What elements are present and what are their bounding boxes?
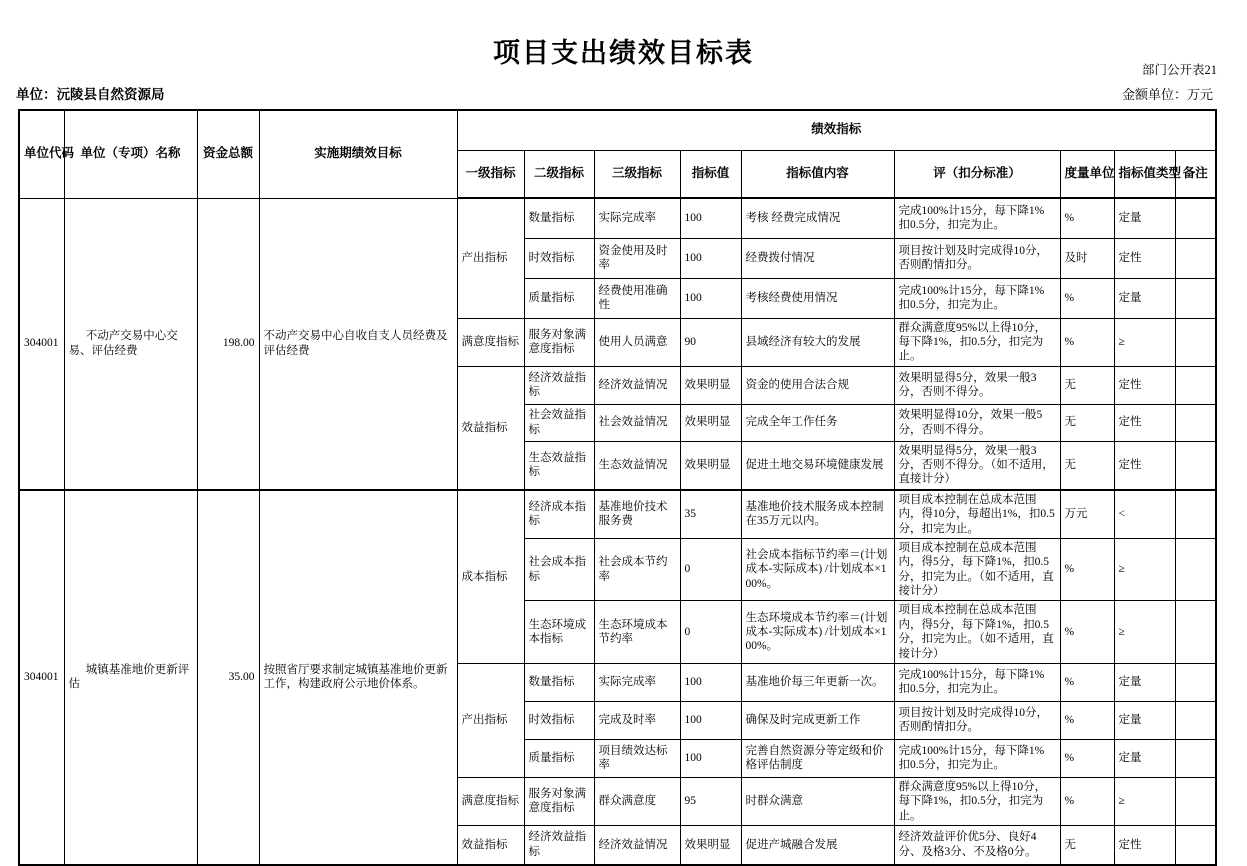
cell-l3-indicator: 经费使用准确性 xyxy=(594,278,680,318)
cell-value-type: ≥ xyxy=(1114,318,1175,366)
cell-unit: 无 xyxy=(1060,404,1114,441)
cell-l2-indicator: 经济成本指标 xyxy=(524,490,594,539)
cell-unit: 无 xyxy=(1060,826,1114,865)
cell-project-amount: 198.00 xyxy=(197,198,259,490)
cell-value: 0 xyxy=(680,538,741,601)
cell-l3-indicator: 项目绩效达标率 xyxy=(594,739,680,777)
cell-l2-indicator: 经济效益指标 xyxy=(524,366,594,404)
cell-value: 效果明显 xyxy=(680,366,741,404)
cell-value: 100 xyxy=(680,238,741,278)
cell-content: 基准地价技术服务成本控制在35万元以内。 xyxy=(741,490,894,539)
cell-content: 县域经济有较大的发展 xyxy=(741,318,894,366)
cell-l2-indicator: 数量指标 xyxy=(524,663,594,701)
cell-l2-indicator: 社会成本指标 xyxy=(524,538,594,601)
cell-note xyxy=(1175,663,1216,701)
cell-criteria: 效果明显得10分，效果一般5分，否则不得分。 xyxy=(894,404,1060,441)
col-header-unit: 度量单位 xyxy=(1060,150,1114,198)
cell-l2-indicator: 服务对象满意度指标 xyxy=(524,318,594,366)
cell-content: 经费拨付情况 xyxy=(741,238,894,278)
cell-value: 效果明显 xyxy=(680,404,741,441)
cell-l3-indicator: 使用人员满意 xyxy=(594,318,680,366)
page-title: 项目支出绩效目标表 xyxy=(493,38,754,68)
cell-value-type: 定性 xyxy=(1114,238,1175,278)
cell-criteria: 项目按计划及时完成得10分，否则酌情扣分。 xyxy=(894,701,1060,739)
cell-l3-indicator: 社会效益情况 xyxy=(594,404,680,441)
cell-value: 90 xyxy=(680,318,741,366)
cell-value-type: < xyxy=(1114,490,1175,539)
cell-project-code: 304001 xyxy=(19,198,64,490)
cell-note xyxy=(1175,278,1216,318)
cell-content: 考核经费使用情况 xyxy=(741,278,894,318)
cell-content: 完成全年工作任务 xyxy=(741,404,894,441)
cell-value-type: 定性 xyxy=(1114,441,1175,490)
cell-value-type: 定量 xyxy=(1114,663,1175,701)
col-header-l2: 二级指标 xyxy=(524,150,594,198)
cell-l3-indicator: 基准地价技术服务费 xyxy=(594,490,680,539)
cell-value-type: 定性 xyxy=(1114,404,1175,441)
cell-l3-indicator: 生态效益情况 xyxy=(594,441,680,490)
cell-l2-indicator: 质量指标 xyxy=(524,278,594,318)
cell-content: 促进土地交易环境健康发展 xyxy=(741,441,894,490)
cell-value: 100 xyxy=(680,701,741,739)
cell-value-type: 定量 xyxy=(1114,198,1175,238)
cell-note xyxy=(1175,238,1216,278)
cell-l2-indicator: 经济效益指标 xyxy=(524,826,594,865)
cell-l2-indicator: 时效指标 xyxy=(524,701,594,739)
table-row xyxy=(19,198,1216,238)
cell-criteria: 完成100%计15分，每下降1%扣0.5分，扣完为止。 xyxy=(894,739,1060,777)
cell-l2-indicator: 服务对象满意度指标 xyxy=(524,777,594,825)
cell-l2-indicator: 质量指标 xyxy=(524,739,594,777)
cell-criteria: 经济效益评价优5分、良好4分、及格3分、不及格0分。 xyxy=(894,826,1060,865)
cell-value: 效果明显 xyxy=(680,441,741,490)
cell-unit: % xyxy=(1060,777,1114,825)
col-header-perf-group: 绩效指标 xyxy=(457,110,1216,150)
cell-content: 资金的使用合法合规 xyxy=(741,366,894,404)
cell-l2-indicator: 时效指标 xyxy=(524,238,594,278)
cell-criteria: 完成100%计15分，每下降1%扣0.5分，扣完为止。 xyxy=(894,278,1060,318)
cell-project-code: 304001 xyxy=(19,490,64,865)
cell-value-type: 定性 xyxy=(1114,366,1175,404)
cell-content: 社会成本指标节约率＝(计划成本-实际成本) /计划成本×100%。 xyxy=(741,538,894,601)
col-header-goal: 实施期绩效目标 xyxy=(259,110,457,198)
cell-l1-indicator: 成本指标 xyxy=(457,490,524,664)
col-header-criteria: 评（扣分标准） xyxy=(894,150,1060,198)
table-row xyxy=(19,490,1216,539)
performance-target-table xyxy=(18,109,1217,866)
meta-row xyxy=(16,83,1213,103)
cell-l3-indicator: 实际完成率 xyxy=(594,198,680,238)
cell-l2-indicator: 生态效益指标 xyxy=(524,441,594,490)
cell-project-amount: 35.00 xyxy=(197,490,259,865)
cell-criteria: 项目成本控制在总成本范围内，得5分，每下降1%，扣0.5分，扣完为止。（如不适用，直接计分） xyxy=(894,538,1060,601)
col-header-value: 指标值 xyxy=(680,150,741,198)
cell-note xyxy=(1175,826,1216,865)
cell-note xyxy=(1175,318,1216,366)
cell-unit: % xyxy=(1060,538,1114,601)
doc-number: 部门公开表21 xyxy=(1141,63,1217,77)
cell-l3-indicator: 社会成本节约率 xyxy=(594,538,680,601)
cell-note xyxy=(1175,404,1216,441)
cell-note xyxy=(1175,441,1216,490)
col-header-l1: 一级指标 xyxy=(457,150,524,198)
cell-value-type: 定量 xyxy=(1114,739,1175,777)
cell-criteria: 项目成本控制在总成本范围内，得5分，每下降1%，扣0.5分，扣完为止。（如不适用，直接计分） xyxy=(894,601,1060,664)
cell-value-type: 定量 xyxy=(1114,278,1175,318)
cell-criteria: 群众满意度95%以上得10分，每下降1%，扣0.5分，扣完为止。 xyxy=(894,318,1060,366)
cell-note xyxy=(1175,701,1216,739)
cell-l2-indicator: 生态环境成本指标 xyxy=(524,601,594,664)
col-header-name: 单位（专项）名称 xyxy=(64,110,197,198)
cell-value-type: ≥ xyxy=(1114,538,1175,601)
cell-unit: 及时 xyxy=(1060,238,1114,278)
cell-value: 100 xyxy=(680,739,741,777)
cell-value: 95 xyxy=(680,777,741,825)
cell-unit: 无 xyxy=(1060,441,1114,490)
cell-note xyxy=(1175,601,1216,664)
cell-unit: 无 xyxy=(1060,366,1114,404)
cell-l1-indicator: 效益指标 xyxy=(457,366,524,490)
cell-l3-indicator: 生态环境成本节约率 xyxy=(594,601,680,664)
cell-l1-indicator: 产出指标 xyxy=(457,663,524,777)
cell-criteria: 效果明显得5分，效果一般3分，否则不得分。（如不适用，直接计分） xyxy=(894,441,1060,490)
cell-l1-indicator: 满意度指标 xyxy=(457,318,524,366)
cell-unit: % xyxy=(1060,198,1114,238)
cell-value-type: ≥ xyxy=(1114,777,1175,825)
cell-content: 考核 经费完成情况 xyxy=(741,198,894,238)
cell-l3-indicator: 资金使用及时率 xyxy=(594,238,680,278)
cell-l3-indicator: 经济效益情况 xyxy=(594,366,680,404)
cell-value-type: 定量 xyxy=(1114,701,1175,739)
cell-value: 100 xyxy=(680,663,741,701)
cell-unit: % xyxy=(1060,663,1114,701)
cell-content: 促进产城融合发展 xyxy=(741,826,894,865)
unit-name: 单位：沅陵县自然资源局 xyxy=(16,87,165,102)
cell-criteria: 完成100%计15分，每下降1%扣0.5分，扣完为止。 xyxy=(894,198,1060,238)
cell-value: 35 xyxy=(680,490,741,539)
cell-project-goal: 不动产交易中心自收自支人员经费及评估经费 xyxy=(259,198,457,490)
cell-l1-indicator: 产出指标 xyxy=(457,198,524,318)
cell-criteria: 完成100%计15分，每下降1%扣0.5分，扣完为止。 xyxy=(894,663,1060,701)
cell-content: 时群众满意 xyxy=(741,777,894,825)
col-header-note: 备注 xyxy=(1175,150,1216,198)
cell-unit: 万元 xyxy=(1060,490,1114,539)
cell-unit: % xyxy=(1060,701,1114,739)
cell-unit: % xyxy=(1060,278,1114,318)
cell-note xyxy=(1175,777,1216,825)
cell-value: 100 xyxy=(680,198,741,238)
cell-l2-indicator: 社会效益指标 xyxy=(524,404,594,441)
cell-value-type: ≥ xyxy=(1114,601,1175,664)
cell-content: 基准地价每三年更新一次。 xyxy=(741,663,894,701)
cell-content: 确保及时完成更新工作 xyxy=(741,701,894,739)
cell-l3-indicator: 实际完成率 xyxy=(594,663,680,701)
cell-value: 100 xyxy=(680,278,741,318)
cell-unit: % xyxy=(1060,739,1114,777)
cell-content: 生态环境成本节约率＝(计划成本-实际成本) /计划成本×100%。 xyxy=(741,601,894,664)
col-header-value-type: 指标值类型 xyxy=(1114,150,1175,198)
cell-unit: % xyxy=(1060,601,1114,664)
cell-content: 完善自然资源分等定级和价格评估制度 xyxy=(741,739,894,777)
cell-l3-indicator: 经济效益情况 xyxy=(594,826,680,865)
cell-unit: % xyxy=(1060,318,1114,366)
cell-value-type: 定性 xyxy=(1114,826,1175,865)
cell-value: 效果明显 xyxy=(680,826,741,865)
cell-criteria: 项目成本控制在总成本范围内，得10分，每超出1%，扣0.5分，扣完为止。 xyxy=(894,490,1060,539)
cell-note xyxy=(1175,490,1216,539)
cell-l3-indicator: 群众满意度 xyxy=(594,777,680,825)
cell-project-name: 城镇基准地价更新评估 xyxy=(64,490,197,865)
cell-value: 0 xyxy=(680,601,741,664)
cell-note xyxy=(1175,538,1216,601)
cell-criteria: 群众满意度95%以上得10分，每下降1%，扣0.5分，扣完为止。 xyxy=(894,777,1060,825)
cell-l3-indicator: 完成及时率 xyxy=(594,701,680,739)
col-header-l3: 三级指标 xyxy=(594,150,680,198)
header-row-group xyxy=(19,110,1216,150)
col-header-amount: 资金总额 xyxy=(197,110,259,198)
cell-project-goal: 按照省厅要求制定城镇基准地价更新工作，构建政府公示地价体系。 xyxy=(259,490,457,865)
cell-note xyxy=(1175,739,1216,777)
cell-l1-indicator: 满意度指标 xyxy=(457,777,524,825)
cell-project-name: 不动产交易中心交易、评估经费 xyxy=(64,198,197,490)
cell-note xyxy=(1175,198,1216,238)
cell-criteria: 项目按计划及时完成得10分，否则酌情扣分。 xyxy=(894,238,1060,278)
amount-unit: 金额单位：万元 xyxy=(1121,87,1213,102)
cell-l2-indicator: 数量指标 xyxy=(524,198,594,238)
cell-l1-indicator: 效益指标 xyxy=(457,826,524,865)
col-header-content: 指标值内容 xyxy=(741,150,894,198)
cell-criteria: 效果明显得5分，效果一般3分，否则不得分。 xyxy=(894,366,1060,404)
cell-note xyxy=(1175,366,1216,404)
col-header-code: 单位代码 xyxy=(19,110,64,198)
